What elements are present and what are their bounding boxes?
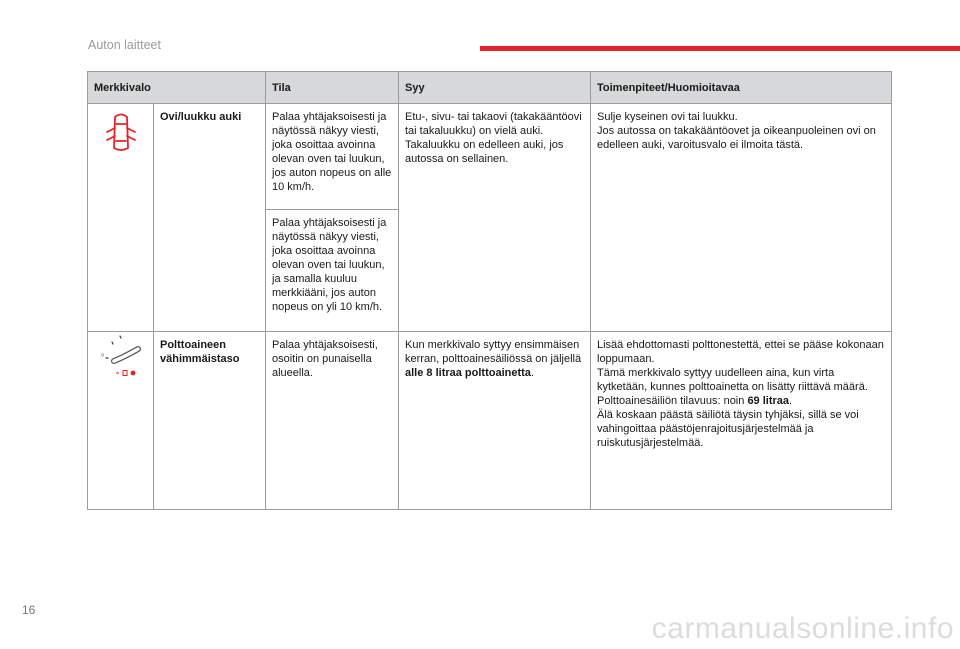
watermark: carmanualsonline.info bbox=[651, 612, 954, 645]
column-header-syy: Syy bbox=[399, 72, 591, 104]
column-header-toimenpiteet: Toimenpiteet/Huomioitavaa bbox=[591, 72, 892, 104]
state-cell: Palaa yhtäjaksoisesti ja näytössä näkyy viesti, joka osoittaa avoinna olevan oven tai luukun, ja samalla kuuluu merkkiääni, jos auton nopeus on yli 10 km/h. bbox=[266, 210, 399, 332]
action-text: Tämä merkkivalo syttyy uudelleen aina, kun virta kytketään, kunnes polttoainetta on lisätty riittävä määrä. bbox=[597, 367, 868, 393]
warning-text: Älä koskaan päästä säiliötä täysin tyhjäksi, sillä se voi vahingoittaa päästöjenrajoitusjärjestelmää ja ruiskutusjärjestelmää. bbox=[597, 409, 859, 449]
actions-cell bbox=[591, 104, 892, 332]
action-text: Lisää ehdottomasti polttonestettä, ettei se pääse kokonaan loppumaan. bbox=[597, 339, 884, 365]
capacity-text: Polttoainesäiliön tilavuus: noin bbox=[597, 395, 745, 407]
column-header-tila: Tila bbox=[266, 72, 399, 104]
light-name bbox=[154, 104, 266, 332]
table-row bbox=[88, 332, 892, 510]
actions-cell bbox=[591, 332, 892, 510]
header-accent-bar bbox=[480, 46, 960, 51]
door-open-warning-icon bbox=[88, 104, 154, 160]
table-row bbox=[88, 104, 892, 210]
cause-bold-text: alle 8 litraa polttoainetta bbox=[405, 367, 531, 379]
light-name bbox=[154, 332, 266, 510]
cause-end: . bbox=[530, 367, 534, 379]
cause-cell bbox=[399, 104, 591, 332]
table-header-row bbox=[88, 72, 892, 104]
state-cell: Palaa yhtäjaksoisesti, osoitin on punaisella alueella. bbox=[266, 332, 399, 510]
cause-text-2: Takaluukku on edelleen auki, jos autossa on sellainen. bbox=[405, 139, 564, 165]
svg-text:Q: Q bbox=[101, 352, 105, 357]
column-header-merkkivalo: Merkkivalo bbox=[88, 72, 266, 104]
warning-lights-table bbox=[87, 71, 892, 510]
section-title: Auton laitteet bbox=[88, 38, 161, 52]
capacity-line bbox=[597, 394, 885, 408]
state-cell: Palaa yhtäjaksoisesti ja näytössä näkyy viesti, joka osoittaa avoinna olevan oven tai luukun, jos auton nopeus on alle 10 km/h. bbox=[266, 104, 399, 210]
light-name-text: Ovi/luukku auki bbox=[160, 111, 242, 123]
cause-text: Kun merkkivalo syttyy ensimmäisen kerran, polttoainesäiliössä on jäljellä bbox=[405, 339, 582, 365]
page-number: 16 bbox=[22, 603, 36, 617]
capacity-end: . bbox=[789, 395, 793, 407]
action-text: Jos autossa on takakääntöovet ja oikeanpuoleinen ovi on edelleen auki, varoitusvalo ei ilmoita tästä. bbox=[597, 125, 876, 151]
fuel-gauge-icon bbox=[88, 332, 154, 392]
cause-text: Etu-, sivu- tai takaovi (takakääntöovi tai takaluukku) on vielä auki. bbox=[405, 111, 582, 137]
cause-cell bbox=[399, 332, 591, 510]
icon-cell bbox=[88, 332, 154, 510]
light-name-text: Polttoaineen vähimmäistaso bbox=[160, 339, 240, 365]
action-text: Sulje kyseinen ovi tai luukku. bbox=[597, 111, 738, 123]
icon-cell bbox=[88, 104, 154, 332]
capacity-value: 69 litraa bbox=[747, 395, 790, 407]
